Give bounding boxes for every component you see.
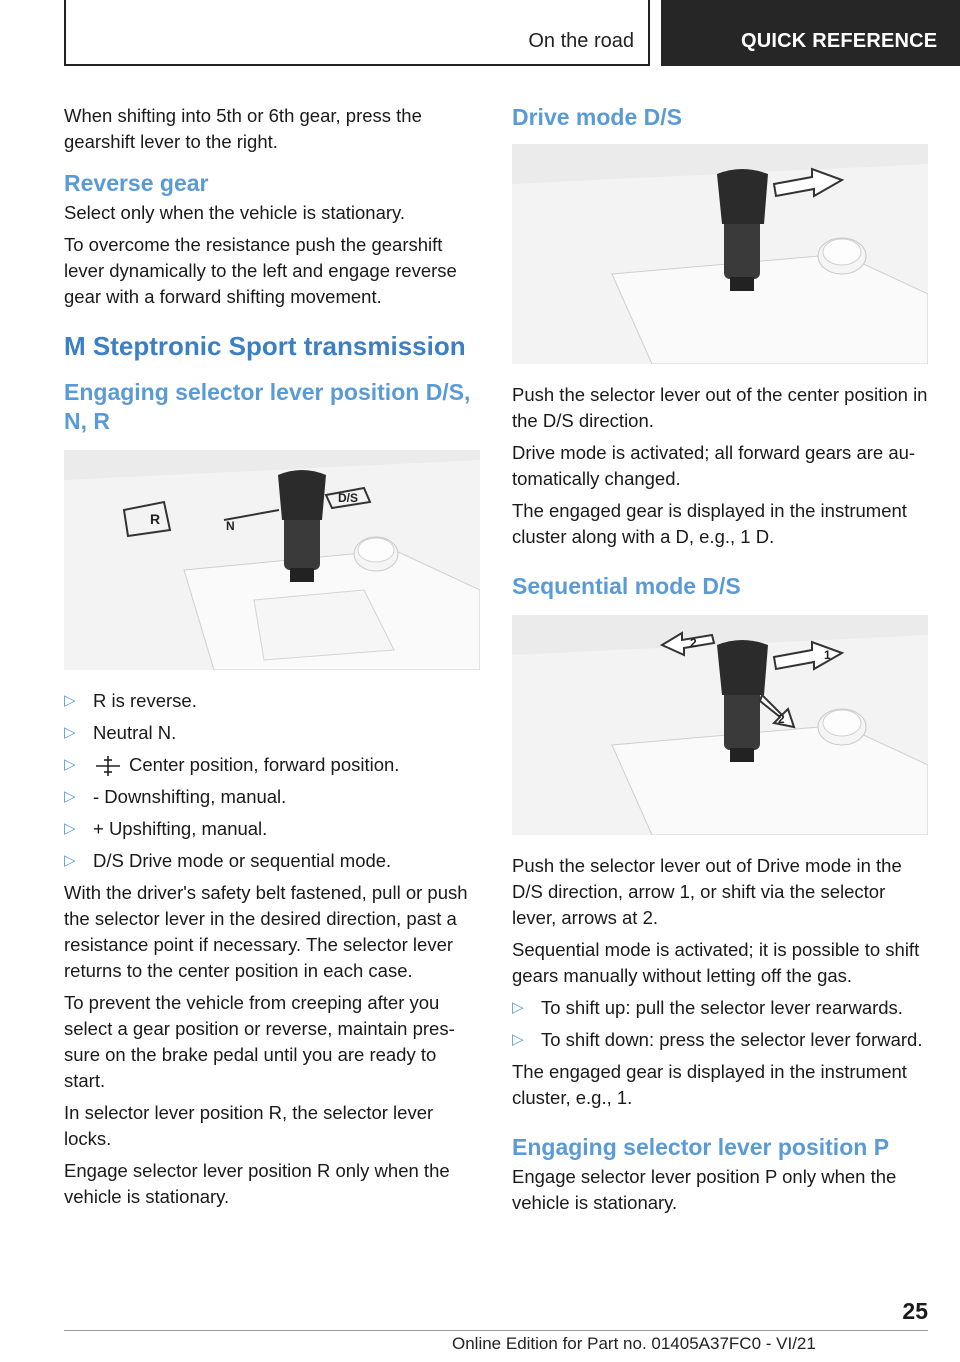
figure-label-ds: D/S (338, 491, 359, 505)
transmission-heading: M Steptronic Sport transmission (64, 331, 466, 361)
figure-label-2-bottom: 2 (778, 712, 785, 726)
triangle-bullet-icon: ▷ (64, 788, 76, 805)
intro-paragraph: When shifting into 5th or 6th gear, press the gearshift lever to the right. (64, 105, 422, 152)
figure-label-r: R (150, 511, 161, 527)
engaging-p-paragraph: Engage selector lever position P only when the vehicle is stationary. (512, 1166, 897, 1213)
page-header (0, 0, 960, 66)
drive-paragraph-2: Drive mode is activated; all forward gears are automatically changed. (512, 442, 916, 489)
figure-label-1: 1 (824, 648, 831, 662)
selector-positions-list (64, 688, 480, 874)
triangle-bullet-icon: ▷ (64, 724, 76, 741)
triangle-bullet-icon: ▷ (512, 999, 524, 1016)
list-item: ▷ Center position, forward position. (64, 752, 480, 778)
right-column (512, 103, 928, 1222)
figure-label-n: N (226, 519, 235, 533)
engaging-p-heading: Engaging selector lever position P (512, 1134, 890, 1160)
engaging-ds-heading: Engaging selector lever position D/S, N, R (64, 379, 471, 434)
list-item: ▷ R is reverse. (64, 688, 480, 714)
sequential-mode-illustration (512, 615, 928, 835)
list-item: ▷ - Downshifting, manual. (64, 784, 480, 810)
sequential-shift-list (512, 995, 928, 1053)
reverse-paragraph-1: Select only when the vehicle is stationary. (64, 202, 406, 223)
reverse-gear-heading: Reverse gear (64, 170, 209, 196)
sequential-paragraph-3: The engaged gear is displayed in the instrument cluster, e.g., 1. (512, 1061, 907, 1108)
triangle-bullet-icon: ▷ (64, 852, 76, 869)
drive-mode-heading: Drive mode D/S (512, 104, 682, 130)
footer-divider (64, 1330, 928, 1331)
triangle-bullet-icon: ▷ (64, 692, 76, 709)
center-position-icon (95, 755, 121, 777)
drive-mode-illustration (512, 144, 928, 364)
creep-paragraph: To prevent the vehicle from creeping after you select a gear position or reverse, maintain pressure on the brake pedal until you are ready to start. (64, 992, 455, 1091)
list-item: ▷ + Upshifting, manual. (64, 816, 480, 842)
lock-paragraph: In selector lever position R, the selector lever locks. (64, 1102, 434, 1149)
figure-label-2-top: 2 (690, 636, 697, 650)
reverse-paragraph-2: To overcome the resistance push the gearshift lever dynamically to the left and engage reverse gear with a forward shifting movement. (64, 234, 457, 307)
sequential-paragraph-2: Sequential mode is activated; it is possible to shift gears manually without letting off the gas. (512, 939, 920, 986)
list-item: ▷ To shift down: press the selector lever forward. (512, 1027, 928, 1053)
list-item: ▷ Neutral N. (64, 720, 480, 746)
selector-lever-illustration (64, 450, 480, 670)
triangle-bullet-icon: ▷ (64, 756, 76, 773)
triangle-bullet-icon: ▷ (512, 1031, 524, 1048)
section-title: On the road (528, 30, 634, 52)
engage-r-paragraph: Engage selector lever position R only when the vehicle is stationary. (64, 1160, 450, 1207)
quick-reference-tab[interactable] (661, 0, 960, 66)
drive-paragraph-3: The engaged gear is displayed in the instrument cluster along with a D, e.g., 1 D. (512, 500, 907, 547)
list-item: ▷ To shift up: pull the selector lever rearwards. (512, 995, 928, 1021)
quick-reference-label: QUICK REFERENCE (741, 30, 938, 52)
sequential-paragraph-1: Push the selector lever out of Drive mode in the D/S direction, arrow 1, or shift via the selector lever, arrows at 2. (512, 855, 902, 928)
triangle-bullet-icon: ▷ (64, 820, 76, 837)
page-number: 25 (902, 1298, 928, 1324)
header-section-box (64, 0, 650, 66)
safety-paragraph: With the driver's safety belt fastened, pull or push the selector lever in the desired direction, past a resistance point if necessary. The selector lever returns to the center position in each case. (64, 882, 468, 981)
left-column (64, 103, 480, 1216)
selector-lever-figure-left (64, 450, 480, 670)
drive-paragraph-1: Push the selector lever out of the center position in the D/S direction. (512, 384, 928, 431)
edition-footer: Online Edition for Part no. 01405A37FC0 - VI/21 (452, 1334, 816, 1353)
list-item: ▷ D/S Drive mode or sequential mode. (64, 848, 480, 874)
drive-mode-figure (512, 144, 928, 364)
sequential-mode-figure (512, 615, 928, 835)
sequential-mode-heading: Sequential mode D/S (512, 573, 741, 599)
